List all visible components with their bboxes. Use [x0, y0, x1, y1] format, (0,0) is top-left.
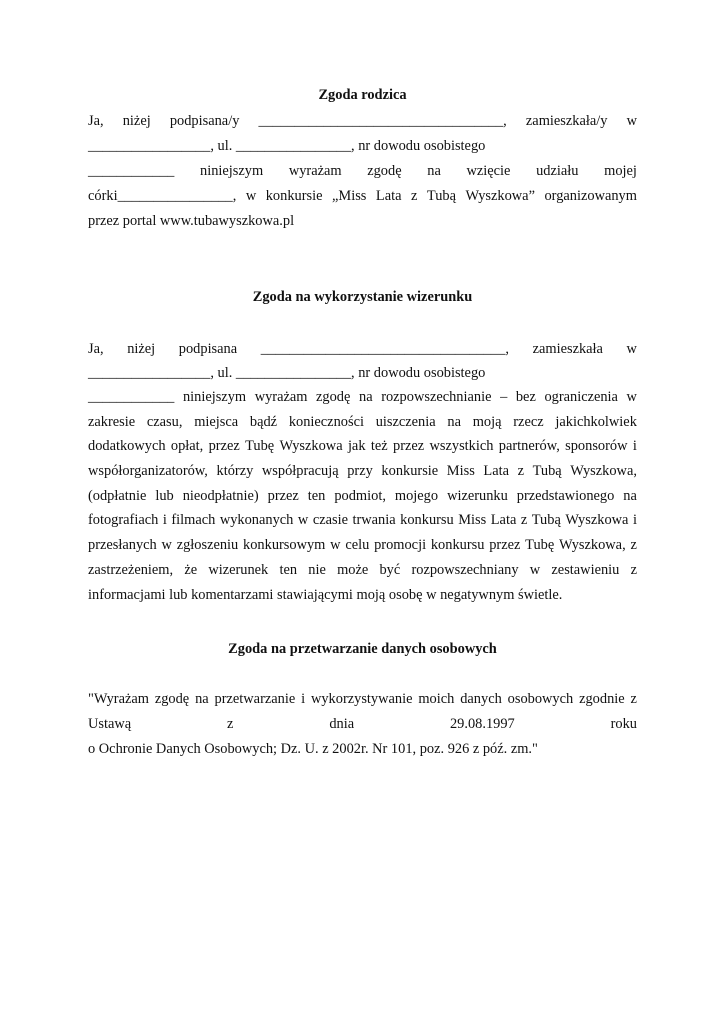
word: nie: [308, 562, 326, 578]
word: współorganizatorów,: [88, 463, 208, 479]
word: opłat,: [170, 438, 204, 454]
word: podpisana/y: [169, 113, 240, 129]
paragraph-line: [88, 487, 637, 505]
word: osobowych: [507, 691, 574, 707]
word: na: [447, 414, 461, 430]
word: wizerunek: [208, 562, 269, 578]
word: przesłanych: [88, 537, 157, 553]
word: ____________: [88, 389, 175, 405]
paragraph-line: [88, 388, 637, 406]
word: Tubę: [245, 438, 275, 454]
paragraph-line: przez portal www.tubawyszkowa.pl: [88, 213, 295, 229]
word: współpracują: [261, 463, 339, 479]
word: promocji: [374, 537, 427, 553]
word: z: [520, 512, 528, 528]
word: rzecz: [513, 414, 544, 430]
word: i: [632, 438, 637, 454]
word: Tubę: [525, 537, 555, 553]
word: ograniczenia: [544, 389, 618, 405]
word: trwania: [352, 512, 396, 528]
word: moją: [472, 414, 502, 430]
word: fotografiach: [88, 512, 159, 528]
word: bądź: [249, 414, 278, 430]
word: uiszczenia: [375, 414, 436, 430]
paragraph-line: [88, 561, 637, 579]
word: i: [632, 512, 637, 528]
word: w: [626, 341, 637, 357]
word: nieodpłatnie): [182, 488, 259, 504]
word: rozpowszechniany: [411, 562, 519, 578]
word: Wyszkowa: [279, 438, 343, 454]
word: filmach: [171, 512, 216, 528]
paragraph-line: [88, 413, 637, 431]
word: zgodę: [367, 163, 402, 179]
word: i: [301, 691, 306, 707]
word: zakresie: [88, 414, 136, 430]
word: mojej: [604, 163, 637, 179]
word: z: [411, 188, 418, 204]
word: wyrażam: [288, 163, 342, 179]
word: przez: [393, 438, 425, 454]
paragraph-line: [88, 690, 637, 708]
word: z: [517, 463, 524, 479]
word: niniejszym: [182, 389, 247, 405]
word: lub: [155, 488, 174, 504]
word: Tubą: [532, 463, 562, 479]
word: zgodę: [154, 691, 190, 707]
word: "Wyrażam: [88, 691, 149, 707]
word: czasie: [312, 512, 348, 528]
word: niżej: [122, 113, 151, 129]
word: przez: [267, 488, 299, 504]
word: sponsorów: [565, 438, 628, 454]
word: na: [195, 691, 209, 707]
paragraph-line: [88, 536, 637, 554]
word: zamieszkała/y: [525, 113, 608, 129]
word: z: [630, 691, 637, 707]
word: zgłoszeniu: [176, 537, 239, 553]
paragraph-line: [88, 511, 637, 529]
word: podmiot,: [334, 488, 386, 504]
word: miejsca: [194, 414, 239, 430]
word: może: [337, 562, 369, 578]
paragraph-line: [88, 340, 637, 358]
word: Wyszkowa,: [559, 537, 626, 553]
word: wykorzystywanie: [310, 691, 413, 707]
word: konkursu: [400, 512, 454, 528]
paragraph-line: _________________, ul. ________________, nr dowodu osobistego: [88, 138, 486, 154]
word: wizerunku: [447, 488, 508, 504]
word: ten: [307, 488, 326, 504]
paragraph-line: [88, 162, 637, 180]
word: Tubą: [531, 512, 561, 528]
word: ____________: [88, 163, 175, 179]
paragraph-line: _________________, ul. ________________, nr dowodu osobistego: [88, 365, 486, 381]
word: niżej: [127, 341, 156, 357]
word: w: [330, 537, 341, 553]
word: przez: [208, 438, 240, 454]
word: córki________________,: [88, 188, 237, 204]
word: z: [630, 562, 637, 578]
word: jakichkolwiek: [555, 414, 637, 430]
word: Ustawą: [88, 716, 132, 732]
paragraph-line: [88, 462, 637, 480]
word: w: [297, 512, 309, 528]
section-title-data-processing: Zgoda na przetwarzanie danych osobowych: [228, 641, 497, 657]
word: w: [626, 389, 637, 405]
word: przedstawionego: [516, 488, 615, 504]
word: że: [184, 562, 198, 578]
word: Lata: [483, 463, 509, 479]
word: organizowanym: [544, 188, 637, 204]
word: konkursie: [381, 463, 439, 479]
word: w: [245, 188, 257, 204]
word: danych: [460, 691, 502, 707]
word: moich: [418, 691, 455, 707]
paragraph-line: [88, 112, 637, 130]
word: konkursu: [430, 537, 485, 553]
word: dnia: [329, 716, 355, 732]
word: (odpłatnie: [88, 488, 147, 504]
word: wykonanych: [219, 512, 294, 528]
word: w: [529, 562, 541, 578]
section-title-image-consent: Zgoda na wykorzystanie wizerunku: [252, 289, 473, 305]
word: na: [427, 163, 441, 179]
word: być: [379, 562, 401, 578]
word: przy: [347, 463, 373, 479]
word: zgodę: [316, 389, 351, 405]
word: Lata: [490, 512, 517, 528]
word: z: [227, 716, 234, 732]
word: na: [359, 389, 373, 405]
word: czasu,: [146, 414, 183, 430]
word: na: [623, 488, 637, 504]
word: zamieszkała: [532, 341, 603, 357]
word: konkursie: [265, 188, 323, 204]
word: w: [626, 113, 637, 129]
word: Miss: [458, 512, 487, 528]
word: Wyszkowa”: [465, 188, 535, 204]
word: __________________________________,: [260, 341, 509, 357]
word: wyrażam: [254, 389, 308, 405]
word: podpisana: [178, 341, 238, 357]
word: Tubą: [426, 188, 456, 204]
word: z: [630, 537, 637, 553]
word: przetwarzanie: [214, 691, 296, 707]
word: też: [370, 438, 388, 454]
word: i: [162, 512, 167, 528]
word: jak: [347, 438, 366, 454]
word: Wyszkowa: [565, 512, 629, 528]
word: przez: [489, 537, 521, 553]
word: –: [500, 389, 508, 405]
paragraph-line: [88, 437, 637, 455]
word: partnerów,: [498, 438, 560, 454]
word: Wyszkowa,: [570, 463, 637, 479]
word: w: [161, 537, 172, 553]
word: „Miss: [332, 188, 367, 204]
word: Lata: [375, 188, 402, 204]
word: wzięcie: [466, 163, 511, 179]
word: Ja,: [88, 113, 104, 129]
word: zgodnie: [579, 691, 625, 707]
word: ten: [279, 562, 298, 578]
word: konieczności: [288, 414, 364, 430]
word: __________________________________,: [258, 113, 507, 129]
word: którzy: [216, 463, 254, 479]
paragraph-line: [88, 187, 637, 205]
paragraph-line: o Ochronie Danych Osobowych; Dz. U. z 2002r. Nr 101, poz. 926 z póź. zm.": [88, 741, 538, 757]
word: Miss: [446, 463, 475, 479]
word: zestawieniu: [551, 562, 620, 578]
word: zastrzeżeniem,: [88, 562, 174, 578]
word: 29.08.1997: [449, 716, 515, 732]
word: mojego: [394, 488, 439, 504]
word: niniejszym: [200, 163, 264, 179]
word: celu: [345, 537, 370, 553]
word: konkursowym: [243, 537, 326, 553]
word: udziału: [536, 163, 579, 179]
paragraph-line: informacjami lub komentarzami stawiającymi moją osobę w negatywnym świetle.: [88, 587, 563, 603]
word: bez: [515, 389, 536, 405]
section-title-parent-consent: Zgoda rodzica: [318, 87, 407, 103]
word: roku: [610, 716, 637, 732]
word: wszystkich: [429, 438, 494, 454]
paragraph-line: [88, 715, 637, 733]
word: rozpowszechnianie: [381, 389, 492, 405]
word: dodatkowych: [88, 438, 166, 454]
word: Ja,: [88, 341, 104, 357]
